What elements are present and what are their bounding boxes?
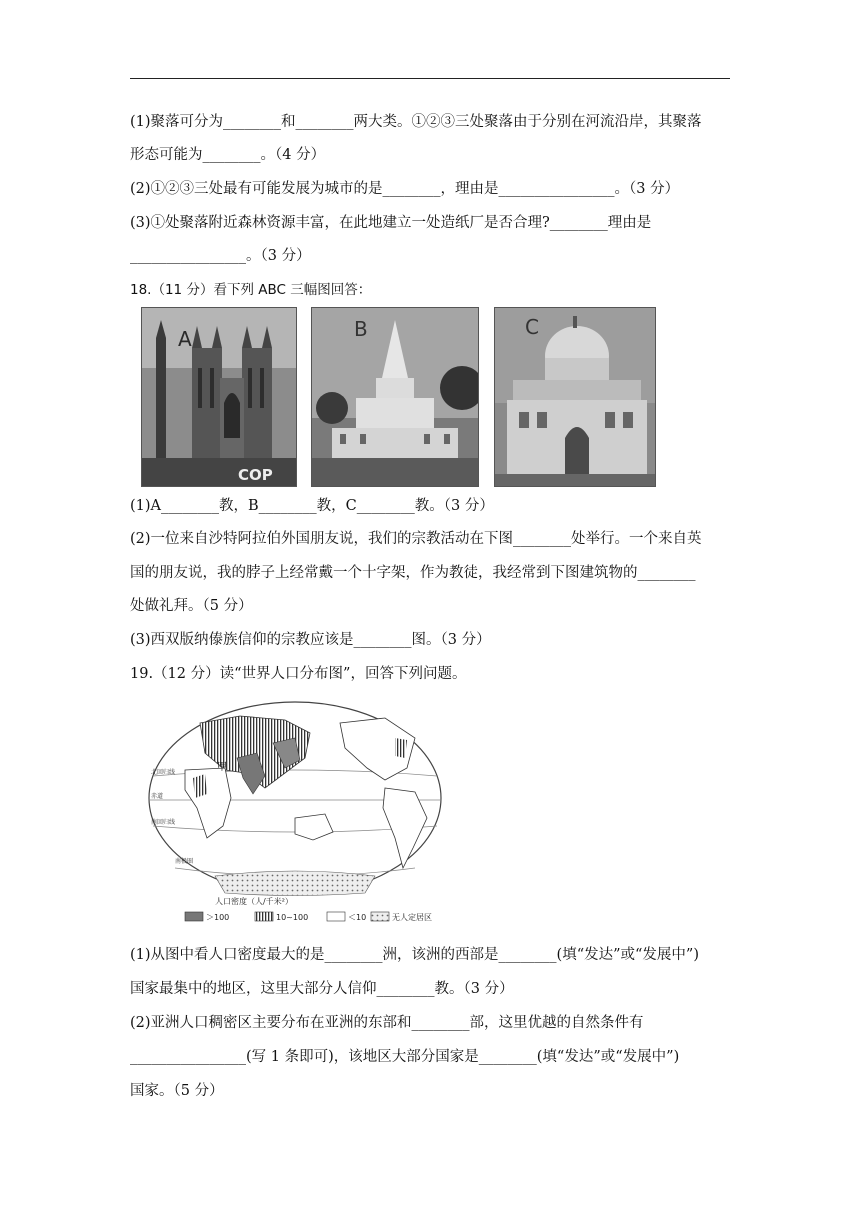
world-population-map — [145, 698, 445, 928]
q17-3-line-2: ________________。（3 分） — [130, 248, 311, 264]
q17-1-line-2: 形态可能为________。（4 分） — [130, 147, 326, 163]
photo-c-mosque — [494, 307, 656, 487]
legend-title: 人口密度（人/千米²） — [215, 897, 293, 906]
q18-3-line: (3)西双版纳傣族信仰的宗教应该是________图。（3 分） — [130, 632, 491, 648]
legend-swatch-uninhabited — [371, 912, 389, 921]
legend-swatch-sparse — [327, 912, 345, 921]
q19-1-line-2: 国家最集中的地区，这里大部分人信仰________教。（3 分） — [130, 981, 514, 997]
q18-2-line-1: (2)一位来自沙特阿拉伯外国朋友说，我们的宗教活动在下图________处举行。一个来自英 — [130, 531, 702, 547]
photo-c-label: C — [525, 315, 539, 339]
q19-1-line-1: (1)从图中看人口密度最大的是________洲，该洲的西部是________(填“发达”或“发展中”) — [130, 947, 700, 963]
q17-2-line: (2)①②③三处最有可能发展为城市的是________，理由是________________。（3 分） — [130, 181, 680, 197]
legend-label-4: 无人定居区 — [392, 913, 432, 922]
map-label-antarctic: 南极圈 — [175, 858, 194, 865]
q19-2-line-2: ________________(写 1 条即可)，该地区大部分国家是________(填“发达”或“发展中”) — [130, 1049, 680, 1065]
q19-2-line-1: (2)亚洲人口稠密区主要分布在亚洲的东部和________部，这里优越的自然条件有 — [130, 1015, 644, 1031]
map-label-north-tropic: 北回归线 — [151, 769, 176, 776]
header-rule — [130, 78, 730, 79]
q18-heading: 18.（11 分）看下列 ABC 三幅图回答： — [130, 282, 372, 298]
q18-1-line: (1)A________教，B________教，C________教。（3 分） — [130, 498, 494, 514]
map-label-jia: 甲 — [217, 762, 227, 773]
map-label-equator: 赤道 — [151, 793, 164, 800]
legend-swatch-dense — [185, 912, 203, 921]
q18-2-line-3: 处做礼拜。（5 分） — [130, 598, 253, 614]
legend-label-1: ＞100 — [206, 913, 230, 922]
photo-b-pagoda — [311, 307, 479, 487]
q17-1-line-1: (1)聚落可分为________和________两大类。①②③三处聚落由于分别在河流沿岸，其聚落 — [130, 114, 702, 130]
photo-a-caption: COP — [238, 466, 273, 484]
legend-label-3: ＜10 — [348, 913, 367, 922]
q19-2-line-3: 国家。（5 分） — [130, 1083, 224, 1099]
q17-3-line-1: (3)①处聚落附近森林资源丰富，在此地建立一处造纸厂是否合理?________理由是 — [130, 215, 652, 231]
q18-2-line-2: 国的朋友说，我的脖子上经常戴一个十字架，作为教徒，我经常到下图建筑物的________ — [130, 565, 696, 581]
photo-a-cathedral — [141, 307, 297, 487]
photo-b-label: B — [354, 317, 368, 341]
legend-label-2: 10~100 — [276, 913, 309, 922]
map-label-south-tropic: 南回归线 — [151, 819, 176, 826]
photo-a-label: A — [178, 327, 192, 351]
legend-swatch-medium — [255, 912, 273, 921]
q19-heading: 19.（12 分）读“世界人口分布图”，回答下列问题。 — [130, 666, 467, 682]
